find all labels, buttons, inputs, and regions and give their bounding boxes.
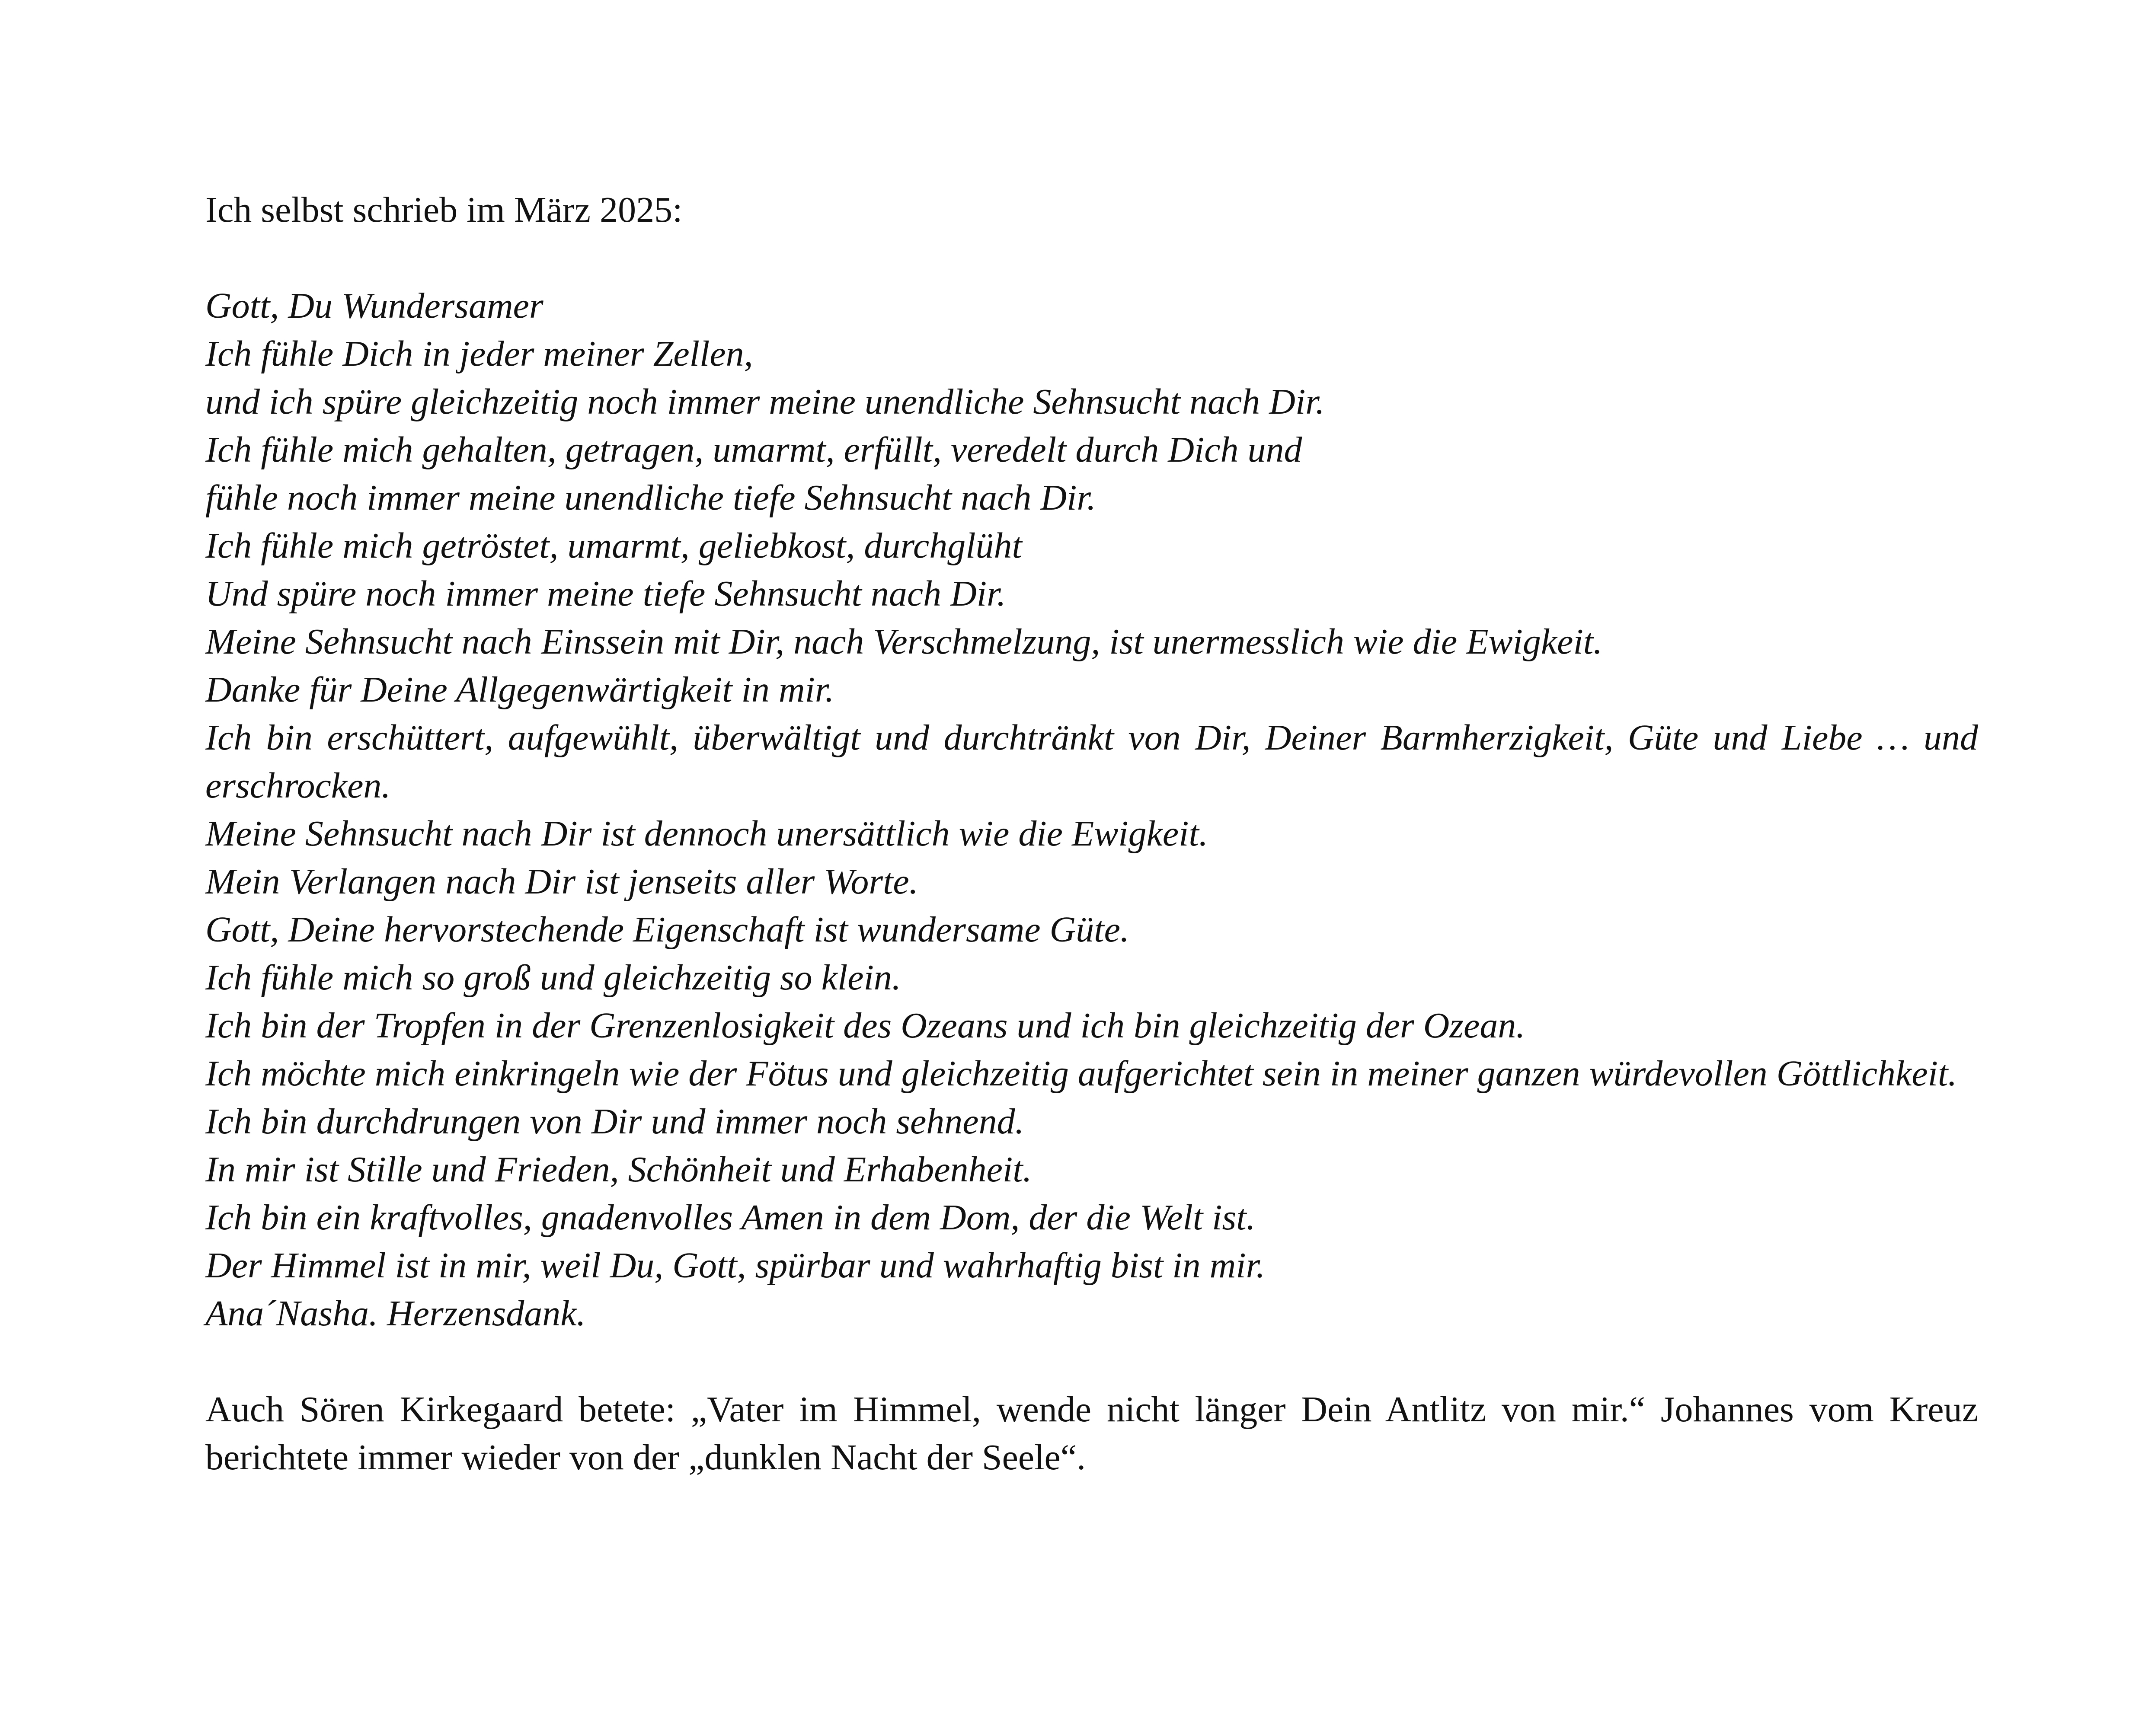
- intro-paragraph: Ich selbst schrieb im März 2025:: [205, 190, 683, 230]
- poem-line: Ich fühle mich so groß und gleichzeitig so klein.: [205, 957, 901, 998]
- poem-line: Meine Sehnsucht nach Einssein mit Dir, nach Verschmelzung, ist unermesslich wie die Ewigkeit.: [205, 622, 1603, 662]
- poem-line: Ich bin durchdrungen von Dir und immer noch sehnend.: [205, 1101, 1024, 1142]
- poem-line: Ich fühle mich gehalten, getragen, umarmt, erfüllt, veredelt durch Dich und: [205, 430, 1302, 470]
- poem-line: Gott, Du Wundersamer: [205, 286, 543, 326]
- poem-line: Ana´Nasha. Herzensdank.: [205, 1293, 586, 1334]
- poem-line: fühle noch immer meine unendliche tiefe Sehnsucht nach Dir.: [205, 478, 1096, 518]
- poem-line: Ich fühle Dich in jeder meiner Zellen,: [205, 334, 753, 374]
- poem-line: Und spüre noch immer meine tiefe Sehnsucht nach Dir.: [205, 574, 1006, 614]
- poem-line: Mein Verlangen nach Dir ist jenseits aller Worte.: [205, 862, 918, 902]
- poem-line: Ich fühle mich getröstet, umarmt, geliebkost, durchglüht: [205, 526, 1022, 566]
- document-page: [205, 186, 1978, 1481]
- poem-line: Ich bin der Tropfen in der Grenzenlosigkeit des Ozeans und ich bin gleichzeitig der Ozean.: [205, 1005, 1525, 1046]
- poem-line: In mir ist Stille und Frieden, Schönheit und Erhabenheit.: [205, 1149, 1032, 1190]
- poem-line: Ich bin ein kraftvolles, gnadenvolles Amen in dem Dom, der die Welt ist.: [205, 1197, 1256, 1238]
- poem-line: Meine Sehnsucht nach Dir ist dennoch unersättlich wie die Ewigkeit.: [205, 814, 1208, 854]
- poem-line: Danke für Deine Allgegenwärtigkeit in mir.: [205, 670, 834, 710]
- poem-line: Gott, Deine hervorstechende Eigenschaft ist wundersame Güte.: [205, 909, 1129, 950]
- outro-paragraph: Auch Sören Kirkegaard betete: „Vater im Himmel, wende nicht länger Dein Antlitz von mir.“ Johannes vom Kreuz berichtete immer wieder von der „dunklen Nacht der Seele“.: [205, 1389, 1978, 1478]
- poem-line: Der Himmel ist in mir, weil Du, Gott, spürbar und wahrhaftig bist in mir.: [205, 1245, 1266, 1286]
- poem-line: Ich möchte mich einkringeln wie der Fötus und gleichzeitig aufgerichtet sein in meiner ganzen würdevollen Göttlichkeit.: [205, 1053, 1957, 1094]
- poem: [205, 282, 1978, 1337]
- poem-line: und ich spüre gleichzeitig noch immer meine unendliche Sehnsucht nach Dir.: [205, 382, 1325, 422]
- poem-line: Ich bin erschüttert, aufgewühlt, überwältigt und durchtränkt von Dir, Deiner Barmherzigkeit, Güte und Liebe … und erschrocken.: [205, 718, 1978, 806]
